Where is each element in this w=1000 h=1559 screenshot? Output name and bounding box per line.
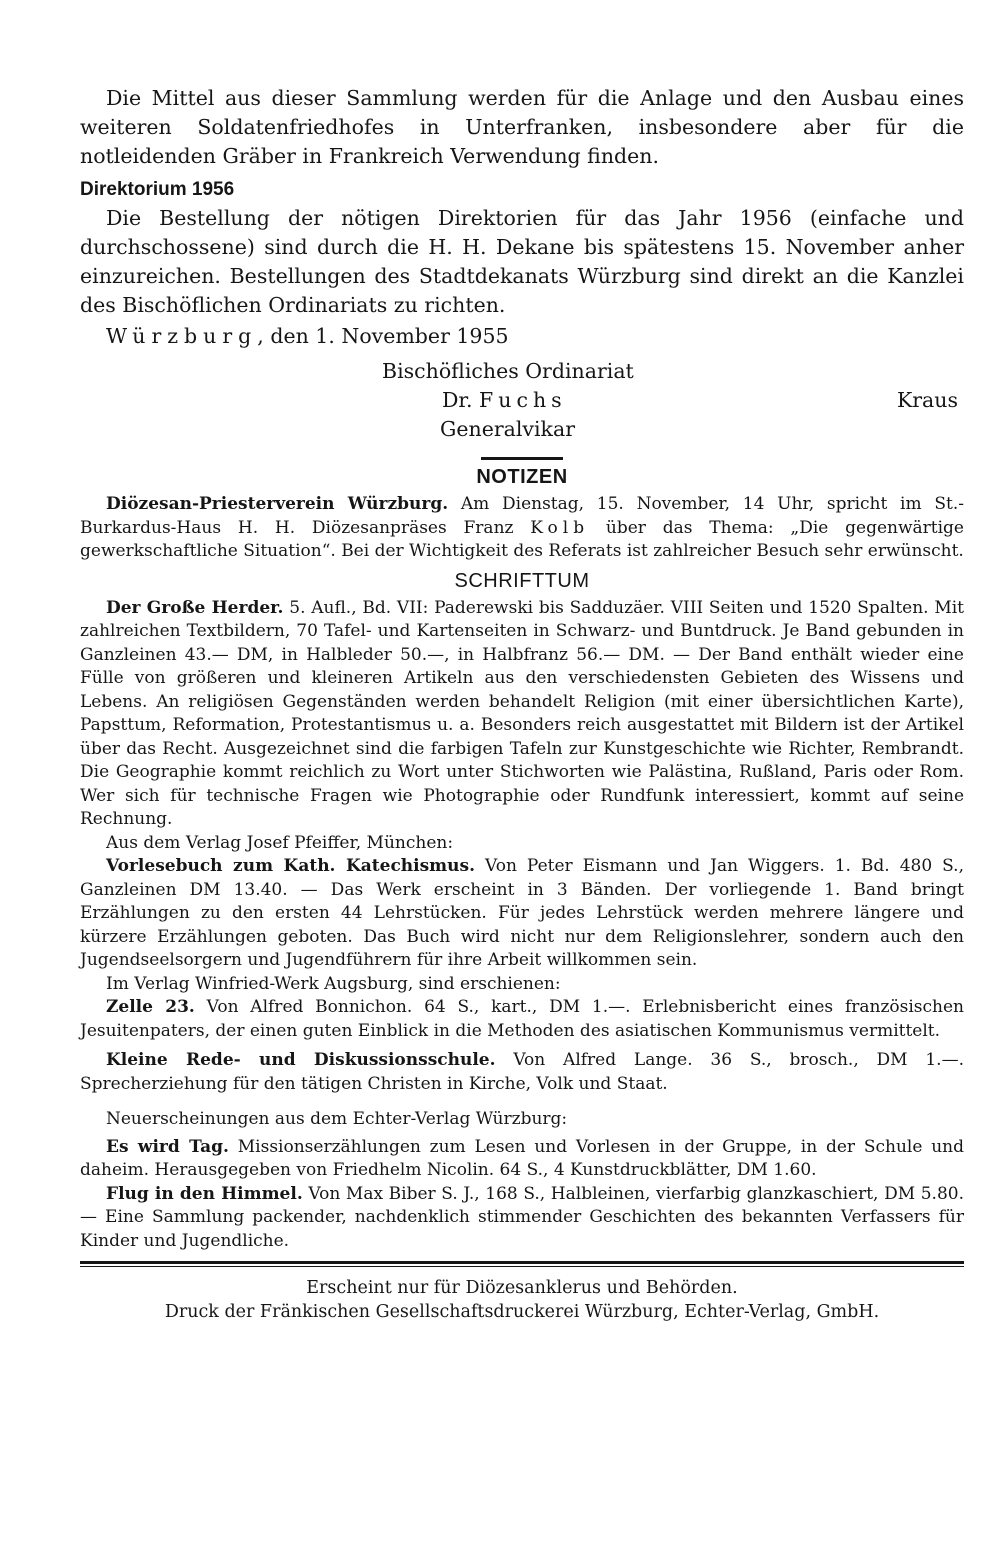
notizen-text-b: über das Thema: „Die gegenwärtige gewerkschaftliche Situation“. Bei der Wichtigkeit des Referats ist zahlreicher Besuch sehr erwünscht. <box>80 517 964 561</box>
echter-item-1-title: Es wird Tag. <box>106 1136 229 1157</box>
echter-item-2-title: Flug in den Himmel. <box>106 1183 303 1204</box>
direktorium-paragraph: Die Bestellung der nötigen Direktorien für das Jahr 1956 (einfache und durchschossene) sind durch die H. H. Dekane bis spätestens 15. November anher einzureichen. Bestellungen des Stadtdekanats Würzburg sind direkt an die Kanzlei des Bischöflichen Ordinariats zu richten. <box>80 206 964 317</box>
notizen-heading: NOTIZEN <box>476 466 568 488</box>
herder-text: 5. Aufl., Bd. VII: Paderewski bis Sadduzäer. VIII Seiten und 1520 Spalten. Mit zahlreichen Textbildern, 70 Tafel- und Kartenseiten in Schwarz- und Buntdruck. Je Band gebunden in Ganzleinen 43.— DM, in Halbleder 50.—, in Halbfranz 56.— DM. — Der Band enthält wieder eine Fülle von größeren und kleineren Artikeln aus den verschiedensten Gebieten des Wissens und Lebens. An religiösen Gegenständen werden behandelt Religion (mit einer übersichtlichen Karte), Papsttum, Reformation, Protestantismus u. a. Besonders reich ausgestattet mit Bildern ist der Artikel über das Recht. Ausgezeichnet sind die farbigen Tafeln zur Kunstgeschichte wie Richter, Rembrandt. Die Geographie kommt reichlich zu Wort unter Stichworten wie Palästina, Rußland, Paris oder Rom. Wer sich für technische Fragen wie Photographie oder Rundfunk interessiert, kommt auf seine Rechnung. <box>80 597 965 829</box>
section-divider <box>481 457 563 460</box>
dateline-date: , den 1. November 1955 <box>257 324 509 348</box>
echter-item-2-text: Von Max Biber S. J., 168 S., Halbleinen, vierfarbig glanzkaschiert, DM 5.80. — Eine Sammlung packender, nachdenklich stimmender Geschichten des bekannten Verfassers für Kinder und Jugendliche. <box>80 1183 964 1251</box>
echter-item-2 <box>80 1183 964 1254</box>
signature-name <box>442 386 567 415</box>
echter-item-1 <box>80 1136 964 1183</box>
signature-block <box>80 357 964 453</box>
document-page <box>80 84 964 1324</box>
signature-dr: Dr. <box>442 388 480 412</box>
echter-intro: Neuerscheinungen aus dem Echter-Verlag Würzburg: <box>106 1109 568 1129</box>
signature-title: Generalvikar <box>440 417 576 441</box>
footer-line-2: Druck der Fränkischen Gesellschaftsdruckerei Würzburg, Echter-Verlag, GmbH. <box>164 1301 880 1322</box>
notizen-speaker: Kolb <box>530 517 590 538</box>
signature-surname: Fuchs <box>479 388 567 412</box>
herder-title: Der Große Herder. <box>106 597 284 618</box>
notizen-paragraph <box>80 493 964 564</box>
dateline-place: Würzburg <box>106 324 258 348</box>
winfried-item-1-title: Zelle 23. <box>106 997 195 1017</box>
winfried-item-1 <box>80 996 964 1043</box>
pfeiffer-review <box>80 855 964 973</box>
winfried-item-2 <box>80 1049 964 1096</box>
winfried-item-2-text: Von Alfred Lange. 36 S., brosch., DM 1.—. Sprecherziehung für den tätigen Christen in Kirche, Volk und Staat. <box>80 1050 964 1094</box>
winfried-item-2-title: Kleine Rede- und Diskussionsschule. <box>106 1050 496 1070</box>
pfeiffer-text: Von Peter Eismann und Jan Wiggers. 1. Bd. 480 S., Ganzleinen DM 13.40. — Das Werk erscheint in 3 Bänden. Der vorliegende 1. Band bringt Erzählungen zu den ersten 44 Lehrstücken. Für jedes Lehrstück werden mehrere längere und kürzere Erzählungen geboten. Das Buch wird nicht nur dem Religionslehrer, sondern auch den Jugendseelsorgern und Jugendführern für ihre Arbeit willkommen sein. <box>80 856 964 970</box>
notizen-lead: Diözesan-Priesterverein Würzburg. <box>106 494 449 514</box>
notizen-text-a: Am Dienstag, 15. November, 14 Uhr, spricht im St.-Burkardus-Haus H. H. Diözesanpräses Franz <box>80 494 964 538</box>
pfeiffer-intro: Aus dem Verlag Josef Pfeiffer, München: <box>106 832 454 853</box>
dateline <box>80 322 964 351</box>
schrifttum-heading: SCHRIFTTUM <box>454 569 590 592</box>
pfeiffer-title: Vorlesebuch zum Kath. Katechismus. <box>106 856 476 876</box>
winfried-item-1-text: Von Alfred Bonnichon. 64 S., kart., DM 1.—. Erlebnisbericht eines französischen Jesuitenpaters, der einen guten Einblick in die Methoden des asiatischen Kommunismus vermittelt. <box>80 997 964 1041</box>
winfried-intro: Im Verlag Winfried-Werk Augsburg, sind erschienen: <box>106 973 561 994</box>
herder-review <box>80 597 964 832</box>
direktorium-heading: Direktorium 1956 <box>80 179 235 200</box>
intro-paragraph: Die Mittel aus dieser Sammlung werden für die Anlage und den Ausbau eines weiteren Soldatenfriedhofes in Unterfranken, insbesondere aber für die notleidenden Gräber in Frankreich Verwendung finden. <box>80 86 964 168</box>
echter-item-1-text: Missionserzählungen zum Lesen und Vorlesen in der Gruppe, in der Schule und daheim. Herausgegeben von Friedhelm Nicolin. 64 S., 4 Kunstdruckblätter, DM 1.60. <box>80 1136 964 1180</box>
footer-line-1: Erscheint nur für Diözesanklerus und Behörden. <box>306 1278 738 1298</box>
footer-rule <box>80 1261 964 1267</box>
signature-office: Bischöfliches Ordinariat <box>382 359 634 383</box>
signature-cosigner: Kraus <box>896 388 958 412</box>
